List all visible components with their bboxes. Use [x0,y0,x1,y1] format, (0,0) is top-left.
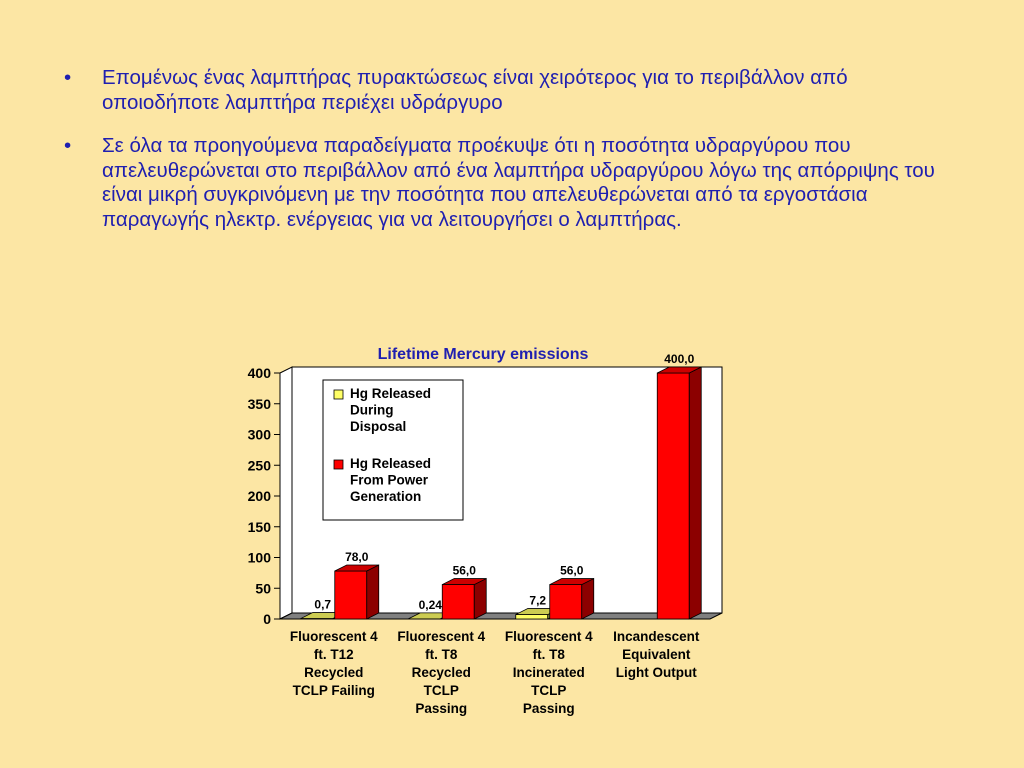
bullet-marker: • [64,134,72,157]
x-tick-label: ft. T8 [425,647,458,662]
x-tick-label: TCLP [423,683,459,698]
data-label: 7,2 [529,593,547,608]
bar-side [367,565,379,619]
x-tick-label: Fluorescent 4 [504,629,593,644]
bar [516,615,548,619]
y-tick-label: 300 [247,426,271,443]
legend-label: Hg Released [350,386,432,401]
data-label: 0,24 [418,597,442,612]
legend-label: From Power [350,472,429,488]
x-tick-label: Recycled [411,665,471,680]
x-tick-label: ft. T12 [313,647,354,662]
bullet-marker: • [64,66,72,89]
data-label: 78,0 [345,550,369,565]
legend-label: Disposal [350,419,407,434]
bar [335,571,367,619]
bar [550,585,582,619]
bullet-text: Επομένως ένας λαμπτήρας πυρακτώσεως είναι χειρότερος για το περιβάλλον από οποιοδήποτε λαμπτήρα περιέχει υδράργυρο [102,66,848,114]
x-tick-label: Recycled [304,665,364,680]
data-label: 400,0 [664,352,695,366]
bar [442,585,474,619]
bar-side [582,579,594,619]
legend-label: During [350,402,394,418]
y-tick-label: 150 [247,518,271,535]
legend-swatch [334,390,343,399]
data-label: 56,0 [560,563,584,578]
bar-side [689,367,701,619]
x-tick-label: TCLP [531,683,567,698]
y-tick-label: 350 [247,395,271,412]
x-tick-label: Equivalent [622,647,691,662]
legend-label: Hg Released [350,456,432,471]
y-tick-label: 200 [247,488,271,504]
x-tick-label: Incandescent [613,629,700,644]
x-tick-label: ft. T8 [532,647,565,662]
data-label: 56,0 [452,563,476,578]
chart-side-wall [280,367,292,619]
bar [657,373,689,619]
chart-title: Lifetime Mercury emissions [377,346,589,363]
bar-side [474,579,486,619]
data-label: 0,7 [314,597,332,612]
x-tick-label: Passing [415,701,468,716]
x-tick-label: Passing [522,701,575,716]
x-tick-label: Fluorescent 4 [289,629,378,644]
y-tick-label: 100 [247,549,271,566]
x-tick-label: Light Output [615,665,697,680]
bullet-text: Σε όλα τα προηγούμενα παραδείγματα προέκυψε ότι η ποσότητα υδραργύρου που απελευθερώνεται στο περιβάλλον από ένα λαμπτήρα υδραργύρου λόγω της απόρριψης του είναι μικρή συγκρινόμενη με την ποσότητα που απελευθερώνεται από τα εργοστάσια παραγωγής ηλεκτρ. ενέργειας για να λειτουργήσει ο λαμπτήρας. [102,134,935,231]
legend-label: Generation [350,489,422,504]
y-tick-label: 0 [263,611,271,627]
y-tick-label: 400 [247,365,271,381]
y-tick-label: 50 [255,580,271,597]
x-tick-label: Incinerated [512,665,585,680]
y-tick-label: 250 [247,457,271,474]
x-tick-label: TCLP Failing [292,683,375,698]
x-tick-label: Fluorescent 4 [397,629,486,644]
legend-swatch [334,460,343,469]
